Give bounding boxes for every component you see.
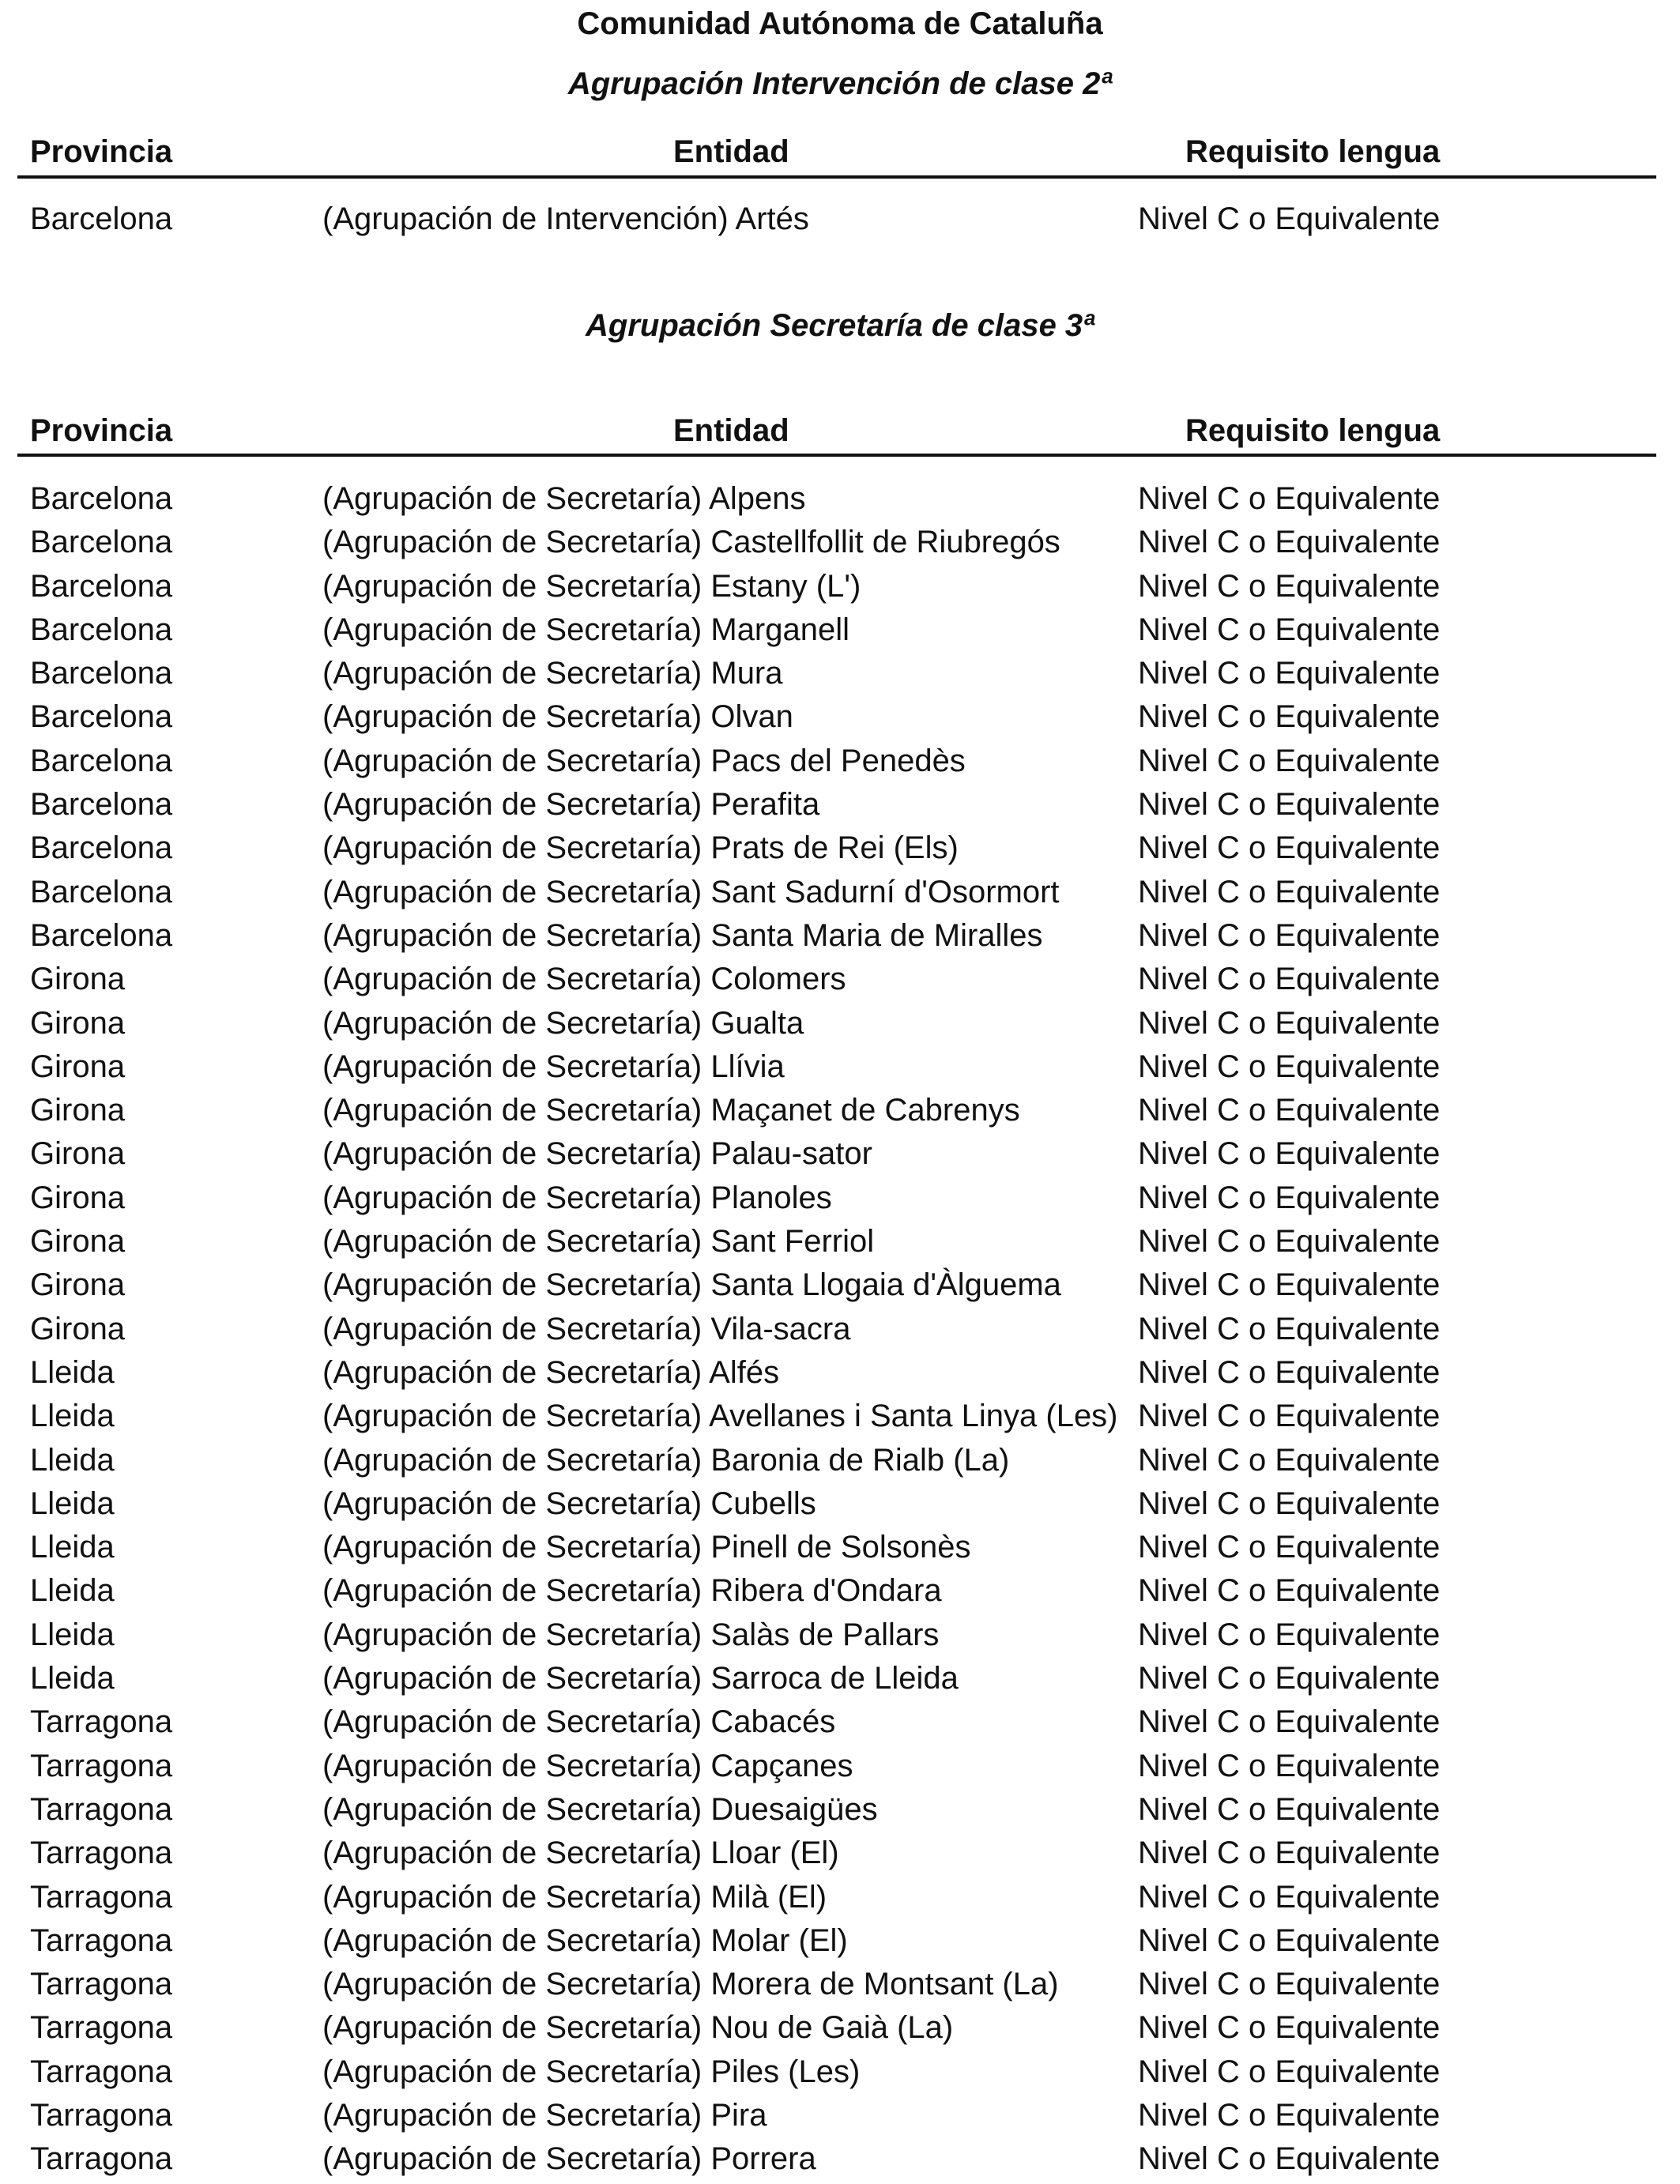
cell-entidad: (Agrupación de Secretaría) Santa Llogaia d'Àlguema <box>322 1267 1061 1303</box>
cell-requisito: Nivel C o Equivalente <box>1138 1180 1441 1215</box>
cell-requisito: Nivel C o Equivalente <box>1138 1661 1441 1696</box>
table-row <box>0 2094 1680 2137</box>
table-row <box>0 1614 1680 1657</box>
cell-requisito: Nivel C o Equivalente <box>1138 1704 1441 1740</box>
cell-entidad: (Agrupación de Secretaría) Ribera d'Ondara <box>322 1573 942 1609</box>
cell-requisito: Nivel C o Equivalente <box>1138 481 1441 516</box>
cell-entidad: (Agrupación de Secretaría) Pira <box>322 2097 767 2133</box>
cell-provincia: Barcelona <box>30 699 173 735</box>
table-row <box>0 1482 1680 1526</box>
cell-provincia: Barcelona <box>30 201 173 236</box>
cell-requisito: Nivel C o Equivalente <box>1138 1093 1441 1128</box>
table-header-secretaria <box>0 412 1680 450</box>
header-provincia: Provincia <box>30 413 173 448</box>
table-row <box>0 2006 1680 2050</box>
cell-entidad: (Agrupación de Secretaría) Estany (L') <box>322 568 861 604</box>
cell-entidad: (Agrupación de Secretaría) Santa Maria de Miralles <box>322 917 1043 953</box>
cell-requisito: Nivel C o Equivalente <box>1138 962 1441 997</box>
header-entidad: Entidad <box>673 413 789 448</box>
cell-requisito: Nivel C o Equivalente <box>1138 1442 1441 1478</box>
table-row <box>0 1439 1680 1482</box>
cell-requisito: Nivel C o Equivalente <box>1138 1530 1441 1565</box>
table-row <box>0 958 1680 1001</box>
cell-provincia: Lleida <box>30 1617 115 1652</box>
cell-requisito: Nivel C o Equivalente <box>1138 525 1441 560</box>
cell-entidad: (Agrupación de Secretaría) Olvan <box>322 699 793 735</box>
cell-provincia: Girona <box>30 1136 126 1172</box>
cell-entidad: (Agrupación de Secretaría) Prats de Rei (Els) <box>322 830 959 866</box>
cell-entidad: (Agrupación de Secretaría) Nou de Gaià (La) <box>322 2010 954 2046</box>
table-row <box>0 608 1680 652</box>
cell-provincia: Tarragona <box>30 1791 173 1827</box>
table-row <box>0 1919 1680 1963</box>
cell-provincia: Tarragona <box>30 2010 173 2046</box>
cell-requisito: Nivel C o Equivalente <box>1138 1136 1441 1172</box>
table-row <box>0 783 1680 827</box>
cell-requisito: Nivel C o Equivalente <box>1138 1005 1441 1041</box>
cell-provincia: Barcelona <box>30 568 173 604</box>
header-rule-secretaria <box>17 454 1656 457</box>
cell-requisito: Nivel C o Equivalente <box>1138 1791 1441 1827</box>
cell-entidad: (Agrupación de Secretaría) Sarroca de Lleida <box>322 1661 959 1696</box>
cell-entidad: (Agrupación de Secretaría) Porrera <box>322 2141 816 2177</box>
cell-entidad: (Agrupación de Secretaría) Palau-sator <box>322 1136 872 1172</box>
cell-entidad: (Agrupación de Secretaría) Avellanes i Santa Linya (Les) <box>322 1399 1118 1434</box>
header-requisito: Requisito lengua <box>1185 413 1441 448</box>
table-body-secretaria <box>0 477 1680 2182</box>
cell-provincia: Barcelona <box>30 874 173 909</box>
cell-provincia: Tarragona <box>30 2054 173 2089</box>
cell-provincia: Barcelona <box>30 612 173 647</box>
cell-entidad: (Agrupación de Secretaría) Cubells <box>322 1485 816 1521</box>
table-row <box>0 914 1680 958</box>
cell-requisito: Nivel C o Equivalente <box>1138 1836 1441 1871</box>
cell-requisito: Nivel C o Equivalente <box>1138 612 1441 647</box>
cell-provincia: Lleida <box>30 1442 115 1478</box>
cell-entidad: (Agrupación de Secretaría) Maçanet de Cabrenys <box>322 1093 1020 1128</box>
cell-entidad: (Agrupación de Secretaría) Perafita <box>322 787 820 823</box>
cell-requisito: Nivel C o Equivalente <box>1138 1922 1441 1958</box>
cell-provincia: Lleida <box>30 1399 115 1434</box>
cell-requisito: Nivel C o Equivalente <box>1138 1485 1441 1521</box>
cell-requisito: Nivel C o Equivalente <box>1138 568 1441 604</box>
table-row <box>0 1526 1680 1569</box>
cell-requisito: Nivel C o Equivalente <box>1138 1967 1441 2002</box>
table-row <box>0 1132 1680 1176</box>
header-provincia: Provincia <box>30 134 173 169</box>
cell-requisito: Nivel C o Equivalente <box>1138 656 1441 691</box>
cell-entidad: (Agrupación de Secretaría) Gualta <box>322 1005 804 1041</box>
cell-provincia: Tarragona <box>30 1704 173 1740</box>
cell-provincia: Lleida <box>30 1573 115 1609</box>
cell-entidad: (Agrupación de Secretaría) Duesaigües <box>322 1791 878 1827</box>
cell-provincia: Barcelona <box>30 525 173 560</box>
cell-provincia: Girona <box>30 1180 126 1215</box>
header-rule-intervencion <box>17 175 1656 179</box>
cell-provincia: Lleida <box>30 1661 115 1696</box>
header-entidad: Entidad <box>673 134 789 169</box>
cell-provincia: Girona <box>30 1311 126 1346</box>
cell-provincia: Tarragona <box>30 1836 173 1871</box>
cell-entidad: (Agrupación de Secretaría) Alfés <box>322 1354 780 1390</box>
table-row <box>0 1308 1680 1351</box>
cell-entidad: (Agrupación de Secretaría) Piles (Les) <box>322 2054 861 2089</box>
cell-entidad: (Agrupación de Secretaría) Planoles <box>322 1180 832 1215</box>
cell-provincia: Girona <box>30 1049 126 1084</box>
table-row <box>0 1002 1680 1045</box>
table-row <box>0 521 1680 564</box>
cell-provincia: Tarragona <box>30 1879 173 1915</box>
cell-entidad: (Agrupación de Secretaría) Cabacés <box>322 1704 836 1740</box>
table-row <box>0 1963 1680 2006</box>
section-title-secretaria: Agrupación Secretaría de clase 3ª <box>586 308 1094 343</box>
section-title-intervencion: Agrupación Intervención de clase 2ª <box>567 66 1113 101</box>
cell-entidad: (Agrupación de Secretaría) Colomers <box>322 962 846 997</box>
table-row <box>0 1089 1680 1132</box>
cell-provincia: Tarragona <box>30 1748 173 1783</box>
cell-entidad: (Agrupación de Secretaría) Baronia de Rialb (La) <box>322 1442 1010 1478</box>
cell-requisito: Nivel C o Equivalente <box>1138 743 1441 778</box>
table-row <box>0 1045 1680 1089</box>
cell-provincia: Tarragona <box>30 1922 173 1958</box>
document-title: Comunidad Autónoma de Cataluña <box>577 6 1103 41</box>
table-row <box>0 2050 1680 2094</box>
table-row <box>0 827 1680 870</box>
cell-requisito: Nivel C o Equivalente <box>1138 1617 1441 1652</box>
cell-entidad: (Agrupación de Secretaría) Marganell <box>322 612 850 647</box>
table-row <box>0 2137 1680 2181</box>
cell-provincia: Girona <box>30 1267 126 1303</box>
table-row <box>0 1700 1680 1744</box>
table-row <box>0 477 1680 521</box>
cell-provincia: Girona <box>30 1093 126 1128</box>
cell-entidad: (Agrupación de Secretaría) Lloar (El) <box>322 1836 839 1871</box>
cell-provincia: Girona <box>30 1005 126 1041</box>
cell-provincia: Lleida <box>30 1530 115 1565</box>
table-row <box>0 740 1680 783</box>
cell-provincia: Barcelona <box>30 656 173 691</box>
cell-requisito: Nivel C o Equivalente <box>1138 1224 1441 1260</box>
table-row <box>0 1569 1680 1613</box>
cell-provincia: Lleida <box>30 1354 115 1390</box>
table-row <box>0 1657 1680 1700</box>
cell-entidad: (Agrupación de Secretaría) Sant Sadurní d'Osormort <box>322 874 1060 909</box>
table-row <box>0 1263 1680 1307</box>
cell-entidad: (Agrupación de Secretaría) Llívia <box>322 1049 785 1084</box>
cell-requisito: Nivel C o Equivalente <box>1138 2097 1441 2133</box>
table-row <box>0 1351 1680 1395</box>
cell-requisito: Nivel C o Equivalente <box>1138 1879 1441 1915</box>
table-row <box>0 695 1680 739</box>
cell-requisito: Nivel C o Equivalente <box>1138 1049 1441 1084</box>
table-row <box>0 871 1680 914</box>
table-row <box>0 1832 1680 1875</box>
cell-entidad: (Agrupación de Secretaría) Salàs de Pallars <box>322 1617 940 1652</box>
table-row <box>0 1395 1680 1438</box>
table-row <box>0 1745 1680 1788</box>
cell-entidad: (Agrupación de Secretaría) Capçanes <box>322 1748 853 1783</box>
cell-entidad: (Agrupación de Secretaría) Alpens <box>322 481 806 516</box>
cell-requisito: Nivel C o Equivalente <box>1138 2054 1441 2089</box>
cell-requisito: Nivel C o Equivalente <box>1138 1311 1441 1346</box>
cell-entidad: (Agrupación de Secretaría) Sant Ferriol <box>322 1224 875 1260</box>
header-requisito: Requisito lengua <box>1185 134 1441 169</box>
table-row <box>0 652 1680 695</box>
table-row <box>0 1177 1680 1220</box>
cell-requisito: Nivel C o Equivalente <box>1138 1354 1441 1390</box>
cell-provincia: Lleida <box>30 1485 115 1521</box>
cell-entidad: (Agrupación de Secretaría) Milà (El) <box>322 1879 827 1915</box>
table-row <box>0 1220 1680 1263</box>
table-row <box>0 1788 1680 1832</box>
cell-requisito: Nivel C o Equivalente <box>1138 874 1441 909</box>
cell-requisito: Nivel C o Equivalente <box>1138 1748 1441 1783</box>
cell-requisito: Nivel C o Equivalente <box>1138 2010 1441 2046</box>
cell-entidad: (Agrupación de Intervención) Artés <box>322 201 809 236</box>
cell-entidad: (Agrupación de Secretaría) Mura <box>322 656 783 691</box>
cell-provincia: Barcelona <box>30 917 173 953</box>
cell-provincia: Barcelona <box>30 787 173 823</box>
cell-entidad: (Agrupación de Secretaría) Morera de Montsant (La) <box>322 1967 1059 2002</box>
table-body-intervencion <box>0 198 1680 241</box>
cell-entidad: (Agrupación de Secretaría) Pacs del Penedès <box>322 743 966 778</box>
cell-entidad: (Agrupación de Secretaría) Pinell de Solsonès <box>322 1530 971 1565</box>
cell-entidad: (Agrupación de Secretaría) Castellfollit de Riubregós <box>322 525 1060 560</box>
cell-provincia: Tarragona <box>30 1967 173 2002</box>
table-row <box>0 198 1680 241</box>
cell-provincia: Barcelona <box>30 830 173 866</box>
table-row <box>0 565 1680 608</box>
cell-provincia: Tarragona <box>30 2097 173 2133</box>
cell-requisito: Nivel C o Equivalente <box>1138 1573 1441 1609</box>
table-row <box>0 1876 1680 1919</box>
cell-entidad: (Agrupación de Secretaría) Vila-sacra <box>322 1311 851 1346</box>
cell-provincia: Tarragona <box>30 2141 173 2177</box>
cell-entidad: (Agrupación de Secretaría) Molar (El) <box>322 1922 848 1958</box>
cell-provincia: Barcelona <box>30 743 173 778</box>
cell-provincia: Girona <box>30 1224 126 1260</box>
cell-requisito: Nivel C o Equivalente <box>1138 830 1441 866</box>
cell-requisito: Nivel C o Equivalente <box>1138 787 1441 823</box>
cell-requisito: Nivel C o Equivalente <box>1138 917 1441 953</box>
cell-requisito: Nivel C o Equivalente <box>1138 201 1441 236</box>
cell-requisito: Nivel C o Equivalente <box>1138 1267 1441 1303</box>
cell-requisito: Nivel C o Equivalente <box>1138 2141 1441 2177</box>
cell-provincia: Girona <box>30 962 126 997</box>
cell-requisito: Nivel C o Equivalente <box>1138 1399 1441 1434</box>
cell-provincia: Barcelona <box>30 481 173 516</box>
table-header-intervencion <box>0 133 1680 171</box>
cell-requisito: Nivel C o Equivalente <box>1138 699 1441 735</box>
